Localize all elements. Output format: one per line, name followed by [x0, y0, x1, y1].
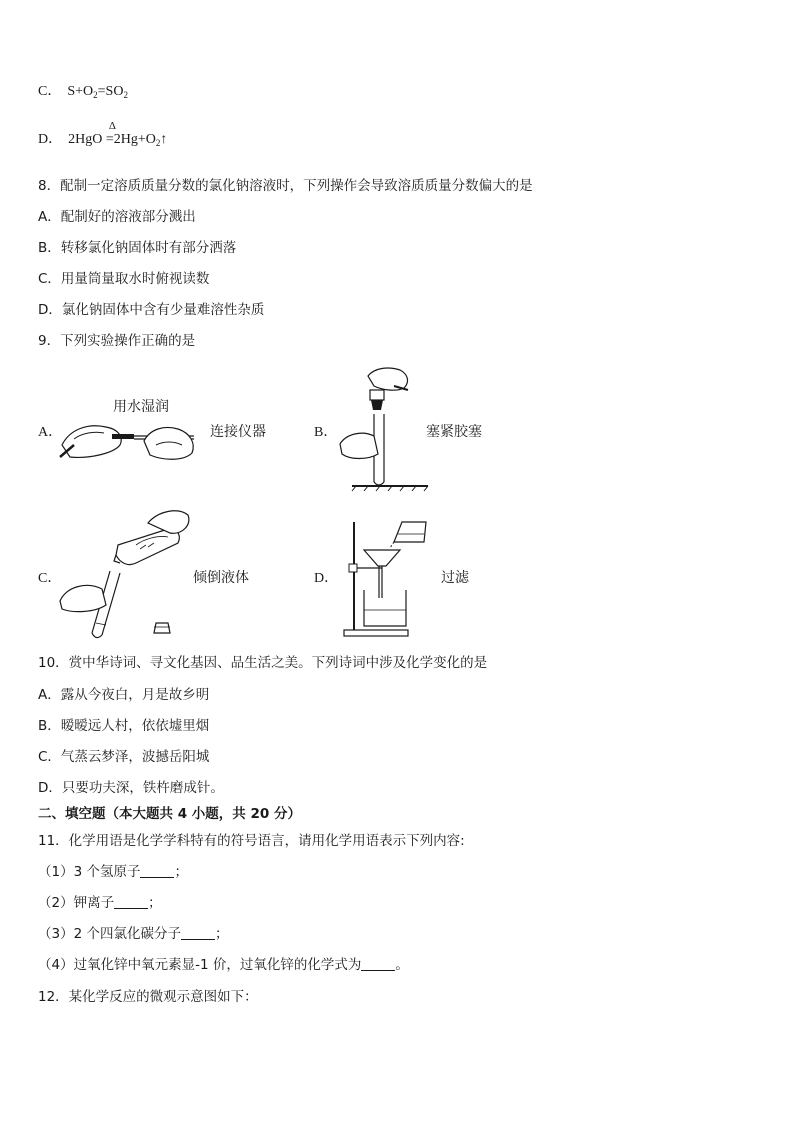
q7-option-d [38, 120, 168, 152]
q9-a-caption-top: 用水湿润 [113, 399, 169, 415]
answer-blank[interactable] [114, 895, 148, 909]
q7-c-formula-a: S+O [67, 84, 94, 99]
q9-option-c-letter: C． [38, 571, 62, 586]
q11-item-1-suffix: ； [174, 864, 188, 880]
answer-blank[interactable] [361, 957, 395, 971]
q7-d-sub: 2 [155, 138, 161, 148]
q7-d-equals: = [105, 132, 114, 147]
q8-option-b: B．转移氯化钠固体时有部分洒落 [38, 240, 237, 256]
answer-blank[interactable] [140, 864, 174, 878]
q11-item-3-text: （3）2 个四氯化碳分子 [38, 926, 181, 942]
q9-d-caption: 过滤 [441, 570, 469, 586]
q7-option-c-letter: C． [38, 84, 62, 99]
q9-option-b-letter: B． [314, 425, 338, 440]
answer-blank[interactable] [181, 926, 215, 940]
q11-item-4 [38, 956, 409, 974]
q11-item-1 [38, 863, 188, 881]
q9-option-a-letter: A． [38, 425, 63, 440]
q11-item-3-suffix: ； [214, 926, 229, 942]
q7-d-equals-heat [105, 120, 116, 149]
q8-option-d: D．氯化钠固体中含有少量难溶性杂质 [38, 302, 265, 318]
q10-option-d: D．只要功夫深，铁杵磨成针。 [38, 780, 224, 796]
q11-item-3 [38, 925, 228, 943]
q9-a-illustration [60, 415, 200, 465]
q12-stem: 12．某化学反应的微观示意图如下： [38, 989, 258, 1005]
q10-option-b: B．暧暧远人村，依依墟里烟 [38, 718, 210, 734]
q11-item-4-text: （4）过氧化锌中氧元素显-1 价，过氧化锌的化学式为 [38, 957, 362, 973]
q7-c-sub2: 2 [123, 90, 128, 100]
heat-symbol: Δ [108, 120, 116, 132]
q11-stem: 11．化学用语是化学学科特有的符号语言，请用化学用语表示下列内容: [38, 833, 465, 849]
q9-option-d-letter: D． [314, 571, 339, 586]
q9-b-caption: 塞紧胶塞 [426, 424, 482, 440]
q7-d-reactant: 2HgO [68, 132, 103, 147]
q11-item-1-text: （1）3 个氢原子 [38, 864, 141, 880]
q10-option-a: A．露从今夜白，月是故乡明 [38, 687, 210, 703]
q7-d-products: 2Hg+O [113, 132, 156, 147]
q9-d-illustration [342, 514, 438, 638]
q11-item-2-suffix: ； [148, 895, 162, 911]
q11-item-4-suffix: 。 [395, 957, 409, 973]
q7-option-c [38, 83, 128, 104]
gas-arrow: ↑ [160, 132, 168, 147]
q9-c-caption: 倾倒液体 [193, 570, 249, 586]
q11-item-2-text: （2）钾离子 [38, 895, 115, 911]
q9-c-illustration [58, 505, 198, 645]
q9-stem: 9．下列实验操作正确的是 [38, 333, 196, 349]
q10-stem: 10．赏中华诗词、寻文化基因、品生活之美。下列诗词中涉及化学变化的是 [38, 655, 488, 671]
q10-option-c: C．气蒸云梦泽，波撼岳阳城 [38, 749, 210, 765]
q7-c-sub1: 2 [93, 90, 98, 100]
q11-item-2 [38, 894, 162, 912]
q7-c-formula-b: =SO [97, 84, 124, 99]
q8-option-c: C．用量筒量取水时俯视读数 [38, 271, 210, 287]
q7-option-d-letter: D． [38, 132, 63, 147]
q9-b-illustration [338, 364, 430, 492]
q9-a-caption: 连接仪器 [210, 424, 266, 440]
q8-option-a: A．配制好的溶液部分溅出 [38, 209, 196, 225]
q8-stem: 8．配制一定溶质质量分数的氯化钠溶液时，下列操作会导致溶质质量分数偏大的是 [38, 178, 533, 194]
section-2-title: 二、填空题（本大题共 4 小题，共 20 分） [38, 806, 301, 822]
